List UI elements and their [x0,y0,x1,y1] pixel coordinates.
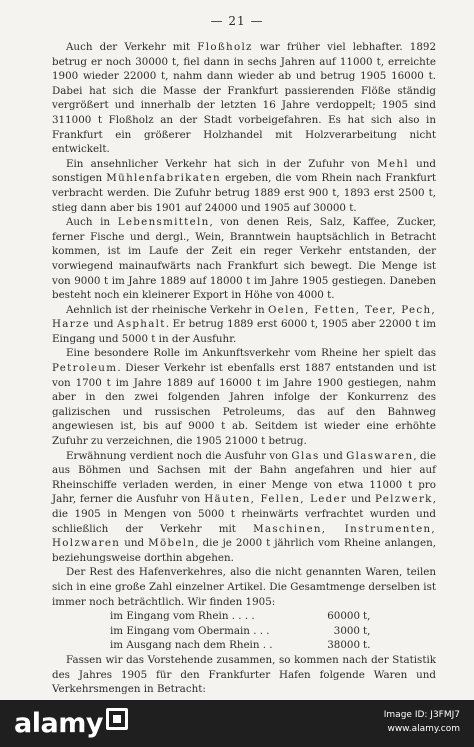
list-item [52,638,436,653]
emph-term: Oelen, Fetten, Teer, Pech, Harze [52,303,436,331]
list-item [52,624,436,639]
emph-term: Maschinen, Instrumenten, Holzwaren [52,522,437,550]
emph-term: Mehl [377,157,409,170]
list-item-label: im Ausgang nach dem Rhein . . [110,639,273,652]
list-item-unit: t. [363,639,371,652]
list-item-unit: t, [363,610,371,623]
paragraph-glas: Erwähnung verdient noch die Ausfuhr von Glas und Glaswaren, die aus Böhmen und Sachsen mit der Bahn angefahren und hier auf Rheinschiffe verladen werden, in einer Menge von etwa 11000 t pro Jahr, ferner die Ausfuhr von Häuten, Fellen, Leder und Pelzwerk, die 1905 in Mengen von 5000 t rheinwärts verfrachtet wurden und schließlich der Verkehr mit Maschinen, Instrumenten, Holzwaren und Möbeln, die je 2000 t jährlich vom Rheine anlangen, beziehungsweise dorthin abgehen. [52,449,437,564]
paragraph-oele: Aehnlich ist der rheinische Verkehr in Oelen, Fetten, Teer, Pech, Harze und Asphalt. Er betrug 1889 erst 6000 t, 1905 aber 22000 t im Eingang und 5000 t in der Ausfuhr. [52,303,436,345]
emph-term: Mühlenfabrikaten [106,172,221,185]
alamy-logo [14,708,128,739]
alamy-logo-icon [106,708,128,730]
list-item-value: 38000 [327,639,360,652]
paragraph-rest: Der Rest des Hafenverkehres, also die nicht genannten Waren, teilen sich in eine große Zahl einzelner Artikel. Die Gesamtmenge derselben ist immer noch beträchtlich. Wir finden 1905: [52,566,436,608]
site-url-text: www.alamy.com [387,724,460,734]
totals-list [52,609,436,653]
list-item-label: im Eingang vom Obermain . . . [110,624,270,637]
emph-term: Lebensmitteln [117,216,210,229]
emph-term: Asphalt [117,318,166,331]
list-item-value: 3000 [333,624,360,637]
body-text [52,40,436,697]
list-item [52,609,436,624]
watermark-info [384,708,460,736]
emph-term: Glas [291,449,320,462]
list-item-label: im Eingang vom Rhein . . . . [110,610,255,623]
paragraph-petroleum: Eine besondere Rolle im Ankunftsverkehr vom Rheine her spielt das Petroleum. Dieser Verkehr ist ebenfalls erst 1887 entstanden und ist von 1700 t im Jahre 1889 auf 16000 t im Jahre 1900 gestiegen, nahm aber in den zwei folgenden Jahren infolge der Konkurrenz des galizischen und russischen Petroleums, das auf den Bahnweg angewiesen ist, bis auf 9000 t ab. Seitdem ist wieder eine erhöhte Zufuhr zu verzeichnen, die 1905 21000 t betrug. [52,347,436,448]
watermark-bar [0,700,474,747]
emph-term: Floßholz [197,41,253,53]
logo-text: alamy [14,708,103,739]
paragraph-floßholz: Auch der Verkehr mit Floßholz war früher viel lebhafter. 1892 betrug er noch 30000 t, fiel dann in sechs Jahren auf 11000 t, erreichte 1900 wieder 22000 t, nahm dann wieder ab und betrug 1905 16000 t. Dabei hat sich die Masse der Frankfurt passierenden Flöße ständig vergrößert und innerhalb der letzten 16 Jahre verdoppelt; 1905 sind 311000 t Floßholz an der Stadt vorbeigefahren. Es hat sich also in Frankfurt ein größerer Holzhandel mit Holzverarbeitung nicht entwickelt. [52,41,436,156]
list-item-unit: t, [363,624,371,637]
page-number: — 21 — [210,14,264,28]
emph-term: Möbeln [148,537,196,550]
emph-term: Petroleum [52,362,118,375]
list-item-value: 60000 [327,610,360,623]
emph-term: Pelzwerk [374,493,433,506]
paragraph-lebensmittel: Auch in Lebensmitteln, von denen Reis, Salz, Kaffee, Zucker, ferner Fische und dergl., Wein, Branntwein hauptsächlich in Betracht kommen, ist im Laufe der Zeit ein reger Verkehr entstanden, der vorwiegend mainaufwärts nach Frankfurt sich bewegt. Die Menge ist von 9000 t im Jahre 1889 auf 18000 t im Jahre 1905 gestiegen. Daneben besteht noch ein kleinerer Export in Höhe von 4000 t. [52,216,437,302]
paragraph-zusammenfassung: Fassen wir das Vorstehende zusammen, so kommen nach der Statistik des Jahres 1905 für den Frankfurter Hafen folgende Waren und Verkehrsmengen in Betracht: [52,653,436,696]
paragraph-mehl: Ein ansehnlicher Verkehr hat sich in der Zufuhr von Mehl und sonstigen Mühlenfabrikaten ergeben, die vom Rhein nach Frankfurt verbracht werden. Die Zufuhr betrug 1889 erst 900 t, 1893 erst 2500 t, stieg dann aber bis 1901 auf 24000 und 1905 auf 30000 t. [52,157,436,214]
image-id-text: Image ID: J3FMJ7 [383,710,460,720]
emph-term: Häuten, Fellen, Leder [204,493,348,506]
emph-term: Glaswaren [346,449,414,462]
